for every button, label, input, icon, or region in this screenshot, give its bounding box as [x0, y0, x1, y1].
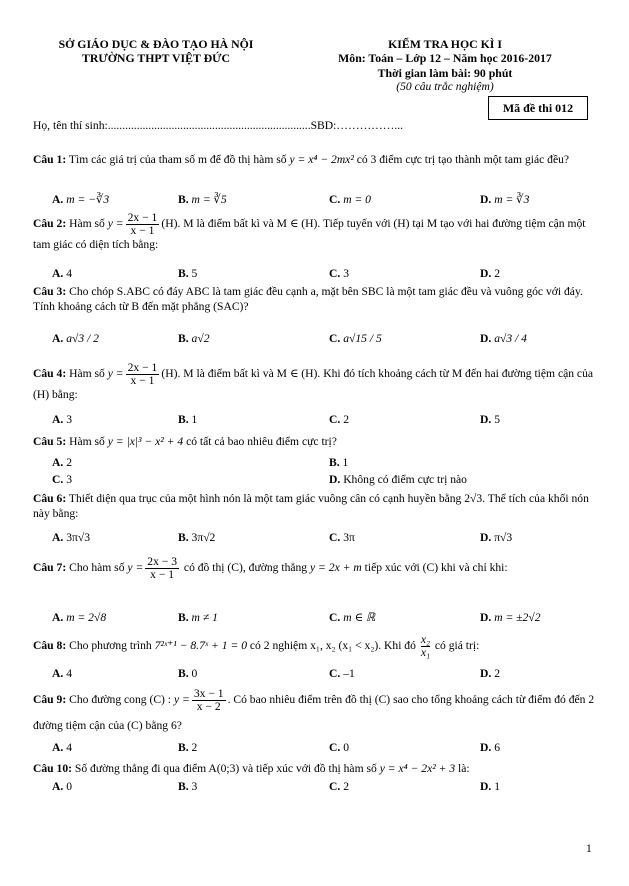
option-c[interactable] [329, 611, 375, 625]
option-letter: C. [329, 332, 341, 345]
question-label: Câu 8: [33, 639, 67, 653]
option-d[interactable] [480, 531, 512, 545]
option-value: m ∈ ℝ [343, 611, 376, 624]
option-c[interactable] [329, 193, 371, 207]
question-label: Câu 2: [33, 217, 67, 231]
option-value: 5 [191, 267, 198, 280]
option-value: 4 [66, 741, 72, 754]
question-text: Số đường thẳng đi qua điểm A(0;3) và tiếp xúc với đồ thị hàm số [74, 762, 377, 775]
question-7 [33, 556, 595, 581]
denominator: x − 1 [130, 224, 155, 237]
option-value: m = ∛3 [494, 193, 530, 206]
question-2 [33, 212, 595, 252]
fraction [126, 212, 160, 237]
fraction [192, 688, 226, 713]
option-letter: A. [52, 413, 64, 426]
option-letter: B. [329, 456, 340, 469]
option-letter: A. [52, 741, 64, 754]
option-letter: C. [329, 611, 341, 624]
option-value: 2 [494, 667, 500, 680]
exam-time: Thời gian làm bài: 90 phút [377, 66, 513, 80]
numerator: 2x − 1 [127, 361, 158, 374]
option-letter: B. [178, 780, 189, 793]
question-label: Câu 9: [33, 693, 67, 706]
option-value: 2 [343, 780, 349, 793]
option-value: 3π [343, 531, 355, 544]
option-value: 2 [66, 456, 72, 469]
option-letter: A. [52, 667, 64, 680]
question-text: có đồ thị (C), đường thẳng [183, 561, 308, 575]
option-b[interactable] [178, 531, 215, 545]
question-label: Câu 7: [33, 561, 67, 575]
option-letter: B. [178, 332, 189, 345]
option-value: 1 [191, 413, 198, 426]
option-value: 3π√2 [191, 531, 216, 544]
exam-subject: Môn: Toán – Lớp 12 – Năm học 2016-2017 [338, 51, 552, 65]
option-b[interactable] [178, 413, 197, 427]
question-text: . Có bao nhiêu điểm trên đồ thị (C) sao cho tổng khoảng cách từ điểm đó đến 2 đường tiệm cận của (C) bằng 6? [33, 693, 595, 732]
option-a[interactable] [52, 611, 106, 625]
question-label: Câu 1: [33, 153, 67, 166]
question-formula: y = x⁴ − 2x² + 3 [379, 762, 456, 775]
option-b[interactable] [178, 741, 197, 755]
option-c[interactable] [52, 473, 72, 487]
question-text: Thiết diện qua trục của một hình nón là một tam giác vuông cân có cạnh huyền bằng 2√3. Thể tích của khối nón này bằng: [33, 492, 589, 520]
option-b[interactable] [329, 456, 348, 470]
question-text: Hàm số [69, 217, 105, 231]
school-name: TRƯỜNG THPT VIỆT ĐỨC [81, 51, 231, 65]
option-letter: A. [52, 531, 64, 544]
question-text: Hàm số [69, 367, 105, 381]
option-value: 1 [342, 456, 349, 469]
question-1 [33, 152, 595, 167]
denominator: x₁ [420, 646, 430, 659]
option-value: 6 [494, 741, 500, 754]
option-b[interactable] [178, 267, 197, 281]
option-letter: B. [178, 193, 189, 206]
option-letter: D. [480, 667, 492, 680]
option-value: a√3 / 2 [66, 332, 99, 345]
question-label: Câu 6: [33, 492, 67, 505]
exam-code: Mã đề thi 012 [502, 100, 574, 115]
option-value: m = 0 [343, 193, 371, 206]
option-b[interactable] [178, 332, 210, 346]
option-a[interactable] [52, 456, 72, 470]
question-3 [33, 284, 595, 314]
question-label: Câu 10: [33, 762, 72, 775]
exam-code-box [488, 96, 588, 120]
option-value: a√15 / 5 [343, 332, 382, 345]
option-d[interactable] [480, 741, 500, 755]
option-value: 4 [66, 667, 72, 680]
question-text: (H). M là điểm bất kì và M ∈ (H). Khi đó tích khoảng cách từ M đến hai đường tiệm cận của (H) bằng: [33, 367, 594, 401]
numerator: x₂ [420, 633, 430, 646]
denominator: x − 1 [130, 374, 155, 387]
question-label: Câu 5: [33, 435, 67, 448]
option-letter: D. [480, 611, 492, 624]
option-letter: D. [480, 413, 492, 426]
question-formula: y = x⁴ − 2mx² [289, 153, 354, 166]
question-text: có tất cả bao nhiêu điểm cực trị? [186, 435, 337, 448]
option-value: 0 [343, 741, 349, 754]
option-value: m = 2√8 [66, 611, 107, 624]
formula-y: y = [173, 693, 190, 706]
option-value: Không có điểm cực trị nào [343, 473, 467, 486]
option-d[interactable] [480, 611, 541, 625]
question-formula: y = 2x + m [310, 561, 362, 575]
option-c[interactable] [329, 332, 382, 346]
option-a[interactable] [52, 667, 72, 681]
option-a[interactable] [52, 332, 99, 346]
option-b[interactable] [178, 193, 227, 207]
org-name: SỞ GIÁO DỤC & ĐÀO TẠO HÀ NỘI [58, 37, 254, 51]
option-value: m ≠ 1 [191, 611, 218, 624]
student-info-line: Họ, tên thí sinh:......................................................................SBD:……………... [33, 119, 404, 132]
option-value: m = ±2√2 [494, 611, 541, 624]
option-c[interactable] [329, 741, 349, 755]
question-4 [33, 362, 595, 402]
question-label: Câu 3: [33, 285, 67, 298]
option-value: 2 [191, 741, 198, 754]
option-letter: B. [178, 267, 189, 280]
numerator: 2x − 3 [147, 555, 178, 568]
option-value: 3 [191, 780, 198, 793]
question-text: tiếp xúc với (C) khi và chỉ khi: [364, 561, 508, 575]
fraction [126, 362, 160, 387]
option-c[interactable] [329, 267, 349, 281]
formula-y: y = [127, 561, 144, 575]
question-formula: y = |x|³ − x² + 4 [107, 435, 184, 448]
option-d[interactable] [480, 193, 529, 207]
exam-title: KIỂM TRA HỌC KÌ I [388, 37, 502, 51]
option-b[interactable] [178, 611, 218, 625]
formula-y: y = [107, 367, 124, 381]
option-value: 3 [343, 267, 349, 280]
question-text: là: [458, 762, 470, 775]
option-value: 3 [66, 413, 72, 426]
option-b[interactable] [178, 667, 197, 681]
question-6 [33, 491, 595, 521]
option-value: 4 [66, 267, 72, 280]
option-letter: D. [480, 267, 492, 280]
option-letter: C. [329, 267, 341, 280]
question-text: có 3 điểm cực trị tạo thành một tam giác đều? [356, 153, 570, 166]
question-10 [33, 761, 595, 776]
option-d[interactable] [480, 332, 527, 346]
question-formula: 7²ˣ⁺¹ − 8.7ˣ + 1 = 0 [154, 639, 247, 653]
question-text: Cho hàm số [69, 561, 125, 575]
option-letter: C. [329, 741, 341, 754]
option-a[interactable] [52, 780, 72, 794]
option-a[interactable] [52, 741, 72, 755]
option-letter: A. [52, 267, 64, 280]
option-value: m = ∛5 [191, 193, 227, 206]
option-letter: B. [178, 531, 189, 544]
option-letter: C. [329, 413, 341, 426]
option-d[interactable] [480, 780, 500, 794]
option-d[interactable] [480, 413, 500, 427]
option-c[interactable] [329, 780, 349, 794]
option-letter: A. [52, 780, 64, 793]
fraction [145, 556, 179, 581]
question-text: Tìm các giá trị của tham số m để đồ thị hàm số [68, 153, 287, 166]
question-5 [33, 434, 595, 449]
option-a[interactable] [52, 267, 72, 281]
option-c[interactable] [329, 531, 355, 545]
option-value: 1 [494, 780, 500, 793]
option-a[interactable] [52, 531, 90, 545]
option-letter: D. [480, 780, 492, 793]
option-d[interactable] [480, 667, 500, 681]
option-value: π√3 [494, 531, 513, 544]
question-text: Cho chóp S.ABC có đáy ABC là tam giác đều cạnh a, mặt bên SBC là một tam giác đều và vuông góc với đáy. Tính khoảng cách từ B đến mặt phẳng (SAC)? [33, 285, 583, 313]
question-text: có giá trị: [434, 639, 480, 653]
option-a[interactable] [52, 193, 109, 207]
numerator: 3x − 1 [193, 686, 224, 700]
option-letter: A. [52, 332, 64, 345]
option-letter: D. [329, 473, 341, 486]
question-9 [33, 687, 595, 739]
option-value: m = −∛3 [66, 193, 110, 206]
question-label: Câu 4: [33, 367, 67, 381]
question-text: có 2 nghiệm x₁, x₂ (x₁ < x₂). Khi đó [249, 639, 416, 653]
option-letter: A. [52, 193, 64, 206]
question-text: (H). M là điểm bất kì và M ∈ (H). Tiếp tuyến với (H) tại M tạo với hai đường tiệm cận một tam giác có diện tích bằng: [33, 217, 586, 251]
option-value: 3 [66, 473, 72, 486]
option-letter: B. [178, 611, 189, 624]
option-letter: B. [178, 413, 189, 426]
option-letter: D. [480, 531, 492, 544]
denominator: x − 1 [150, 568, 175, 581]
option-letter: D. [480, 741, 492, 754]
question-8 [33, 634, 595, 659]
option-value: a√3 / 4 [494, 332, 527, 345]
option-d[interactable] [329, 473, 467, 487]
fraction [421, 634, 430, 659]
option-letter: C. [329, 780, 341, 793]
question-text: Hàm số [69, 435, 105, 448]
question-count: (50 câu trắc nghiệm) [396, 80, 494, 93]
question-text: Cho đường cong (C) : [69, 693, 172, 706]
option-c[interactable] [329, 667, 355, 681]
option-value: 2 [343, 413, 349, 426]
option-letter: B. [178, 741, 189, 754]
option-value: 0 [191, 667, 198, 680]
option-letter: D. [480, 332, 492, 345]
option-letter: C. [329, 667, 341, 680]
option-letter: B. [178, 667, 189, 680]
option-value: 5 [494, 413, 500, 426]
formula-y: y = [107, 217, 124, 231]
option-letter: C. [329, 531, 341, 544]
numerator: 2x − 1 [127, 211, 158, 224]
option-value: a√2 [191, 332, 210, 345]
option-b[interactable] [178, 780, 197, 794]
page-number: 1 [586, 842, 592, 855]
option-letter: D. [480, 193, 492, 206]
option-value: –1 [343, 667, 355, 680]
option-letter: A. [52, 456, 64, 469]
option-value: 2 [494, 267, 500, 280]
option-value: 0 [66, 780, 72, 793]
option-letter: A. [52, 611, 64, 624]
denominator: x − 2 [196, 699, 221, 713]
option-value: 3π√3 [66, 531, 90, 544]
option-letter: C. [329, 193, 341, 206]
option-a[interactable] [52, 413, 72, 427]
option-c[interactable] [329, 413, 349, 427]
option-d[interactable] [480, 267, 500, 281]
option-letter: C. [52, 473, 64, 486]
question-text: Cho phương trình [69, 639, 152, 653]
